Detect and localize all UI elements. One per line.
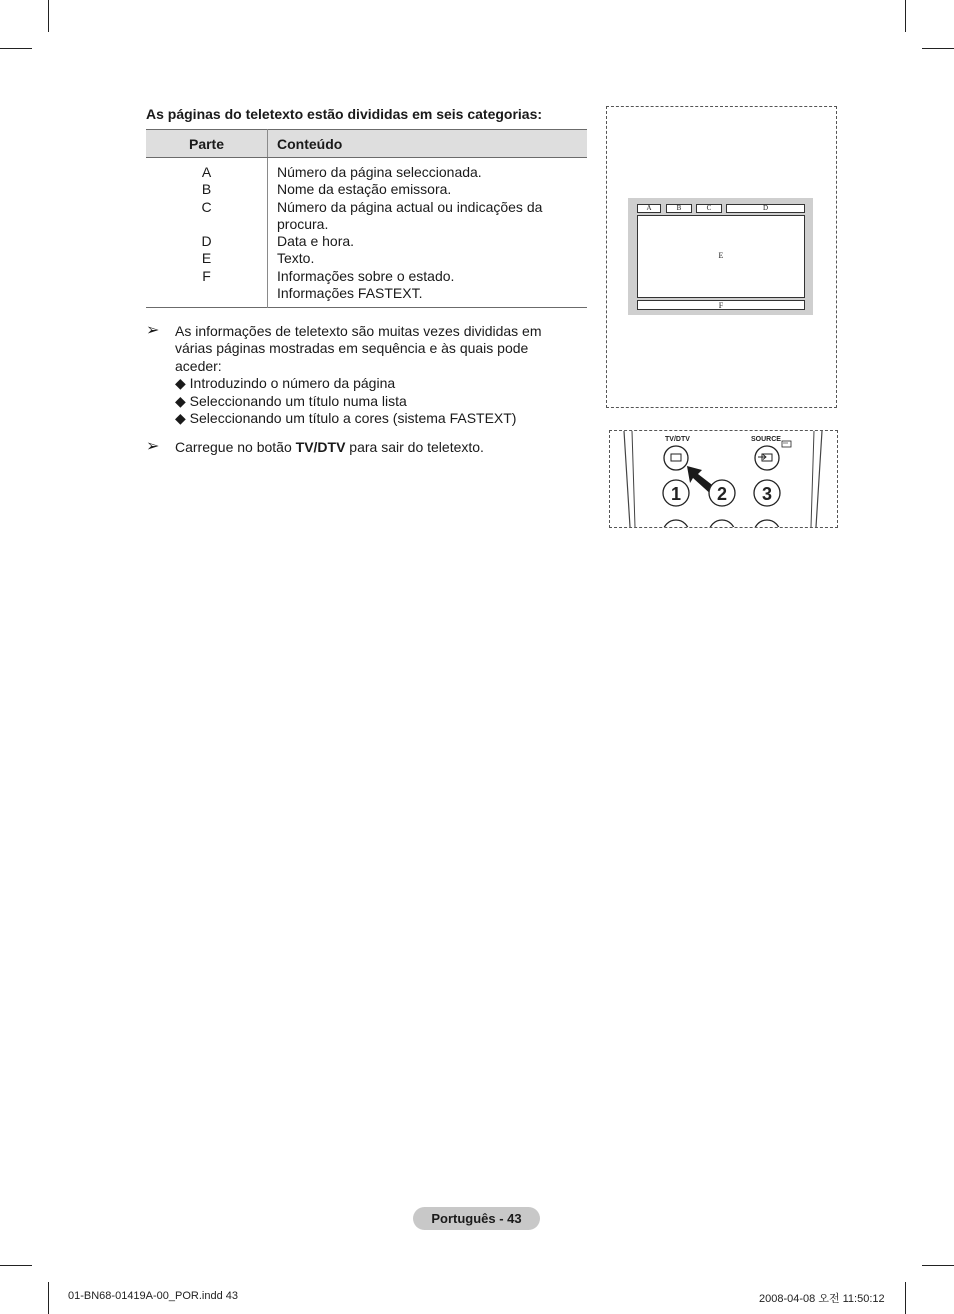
key-3-button[interactable]: [754, 480, 780, 506]
part-letter-spacer: [146, 216, 267, 233]
diamond-bullet-icon: ◆: [175, 375, 186, 392]
part-letter: C: [201, 198, 212, 215]
key-button-partial[interactable]: [754, 520, 780, 527]
note-text: [175, 439, 575, 456]
key-1-button[interactable]: [663, 480, 689, 506]
part-letter: E: [201, 250, 212, 267]
screen-label-a: A: [637, 204, 661, 213]
key-2-button[interactable]: [709, 480, 735, 506]
col-header-content: Conteúdo: [268, 130, 588, 158]
part-content: Informações FASTEXT.: [277, 285, 423, 302]
part-content: Número da página seleccionada.: [277, 164, 482, 180]
screen-label-b: B: [666, 204, 692, 213]
screen-label-e: E: [718, 251, 724, 260]
part-content: Informações sobre o estado.: [277, 267, 455, 284]
part-letter: B: [201, 181, 212, 198]
bullet-text: Introduzindo o número da página: [189, 375, 396, 392]
key-label: 3: [761, 484, 773, 504]
part-letter: F: [202, 267, 211, 284]
tv-dtv-label: TV/DTV: [665, 436, 690, 443]
crop-mark: [905, 0, 906, 32]
crop-mark: [922, 48, 954, 49]
file-info: 01-BN68-01419A-00_POR.indd 43: [68, 1290, 239, 1302]
screen-main-area: [637, 215, 805, 298]
col-header-part: Parte: [146, 130, 268, 158]
note-arrow-icon: ➢: [146, 438, 160, 455]
key-button-partial[interactable]: [709, 520, 735, 527]
part-contents: [268, 158, 588, 308]
diamond-bullet-icon: ◆: [175, 410, 186, 427]
table-row: [146, 158, 587, 308]
diamond-bullet-icon: ◆: [175, 392, 186, 409]
part-content: Texto.: [277, 250, 315, 267]
teletext-screen-diagram: [628, 198, 813, 315]
part-letter: A: [201, 164, 212, 180]
bullet-text: Seleccionando um título numa lista: [189, 392, 407, 409]
page-number-badge: Português - 43: [413, 1207, 540, 1230]
screen-label-d: D: [726, 204, 805, 213]
source-icon: [782, 441, 791, 447]
print-date: 2008-04-08 오전 11:50:12: [759, 1293, 885, 1305]
crop-mark: [0, 1265, 32, 1266]
part-content: Número da página actual ou indicações da procura.: [277, 198, 543, 232]
crop-mark: [922, 1265, 954, 1266]
table-header-row: [146, 130, 587, 158]
remote-control-drawing: [610, 431, 837, 527]
bullet-item: [175, 375, 575, 392]
source-label: SOURCE: [751, 436, 781, 443]
crop-mark: [0, 48, 32, 49]
teletext-parts-table: [146, 129, 587, 308]
crop-mark: [905, 1282, 906, 1314]
tv-dtv-button[interactable]: [664, 446, 688, 470]
note-paragraph: As informações de teletexto são muitas vezes divididas em várias páginas mostradas em sequência e às quais pode aceder:: [175, 323, 542, 374]
crop-mark: [48, 1282, 49, 1314]
key-label: 1: [670, 484, 682, 504]
key-label: 2: [716, 484, 728, 504]
tv-dtv-button-name: TV/DTV: [295, 439, 346, 455]
screen-label-c: C: [696, 204, 722, 213]
part-letters: [146, 158, 268, 308]
key-button-partial[interactable]: [663, 520, 689, 527]
bullet-text: Seleccionando um título a cores (sistema FASTEXT): [189, 410, 517, 427]
crop-mark: [48, 0, 49, 32]
section-heading: As páginas do teletexto estão divididas em seis categorias:: [146, 106, 543, 122]
note-text-part: para sair do teletexto.: [345, 439, 484, 455]
screen-label-f: F: [637, 300, 805, 310]
part-content: Nome da estação emissora.: [277, 181, 452, 198]
part-letter: D: [201, 233, 212, 250]
remote-control-illustration: [609, 430, 838, 528]
bullet-item: [175, 393, 575, 410]
part-content: Data e hora.: [277, 233, 355, 250]
note-arrow-icon: ➢: [146, 322, 160, 339]
note-text: [175, 323, 575, 427]
note-text-part: Carregue no botão: [175, 439, 296, 455]
bullet-item: [175, 410, 575, 427]
source-button[interactable]: [755, 446, 779, 470]
